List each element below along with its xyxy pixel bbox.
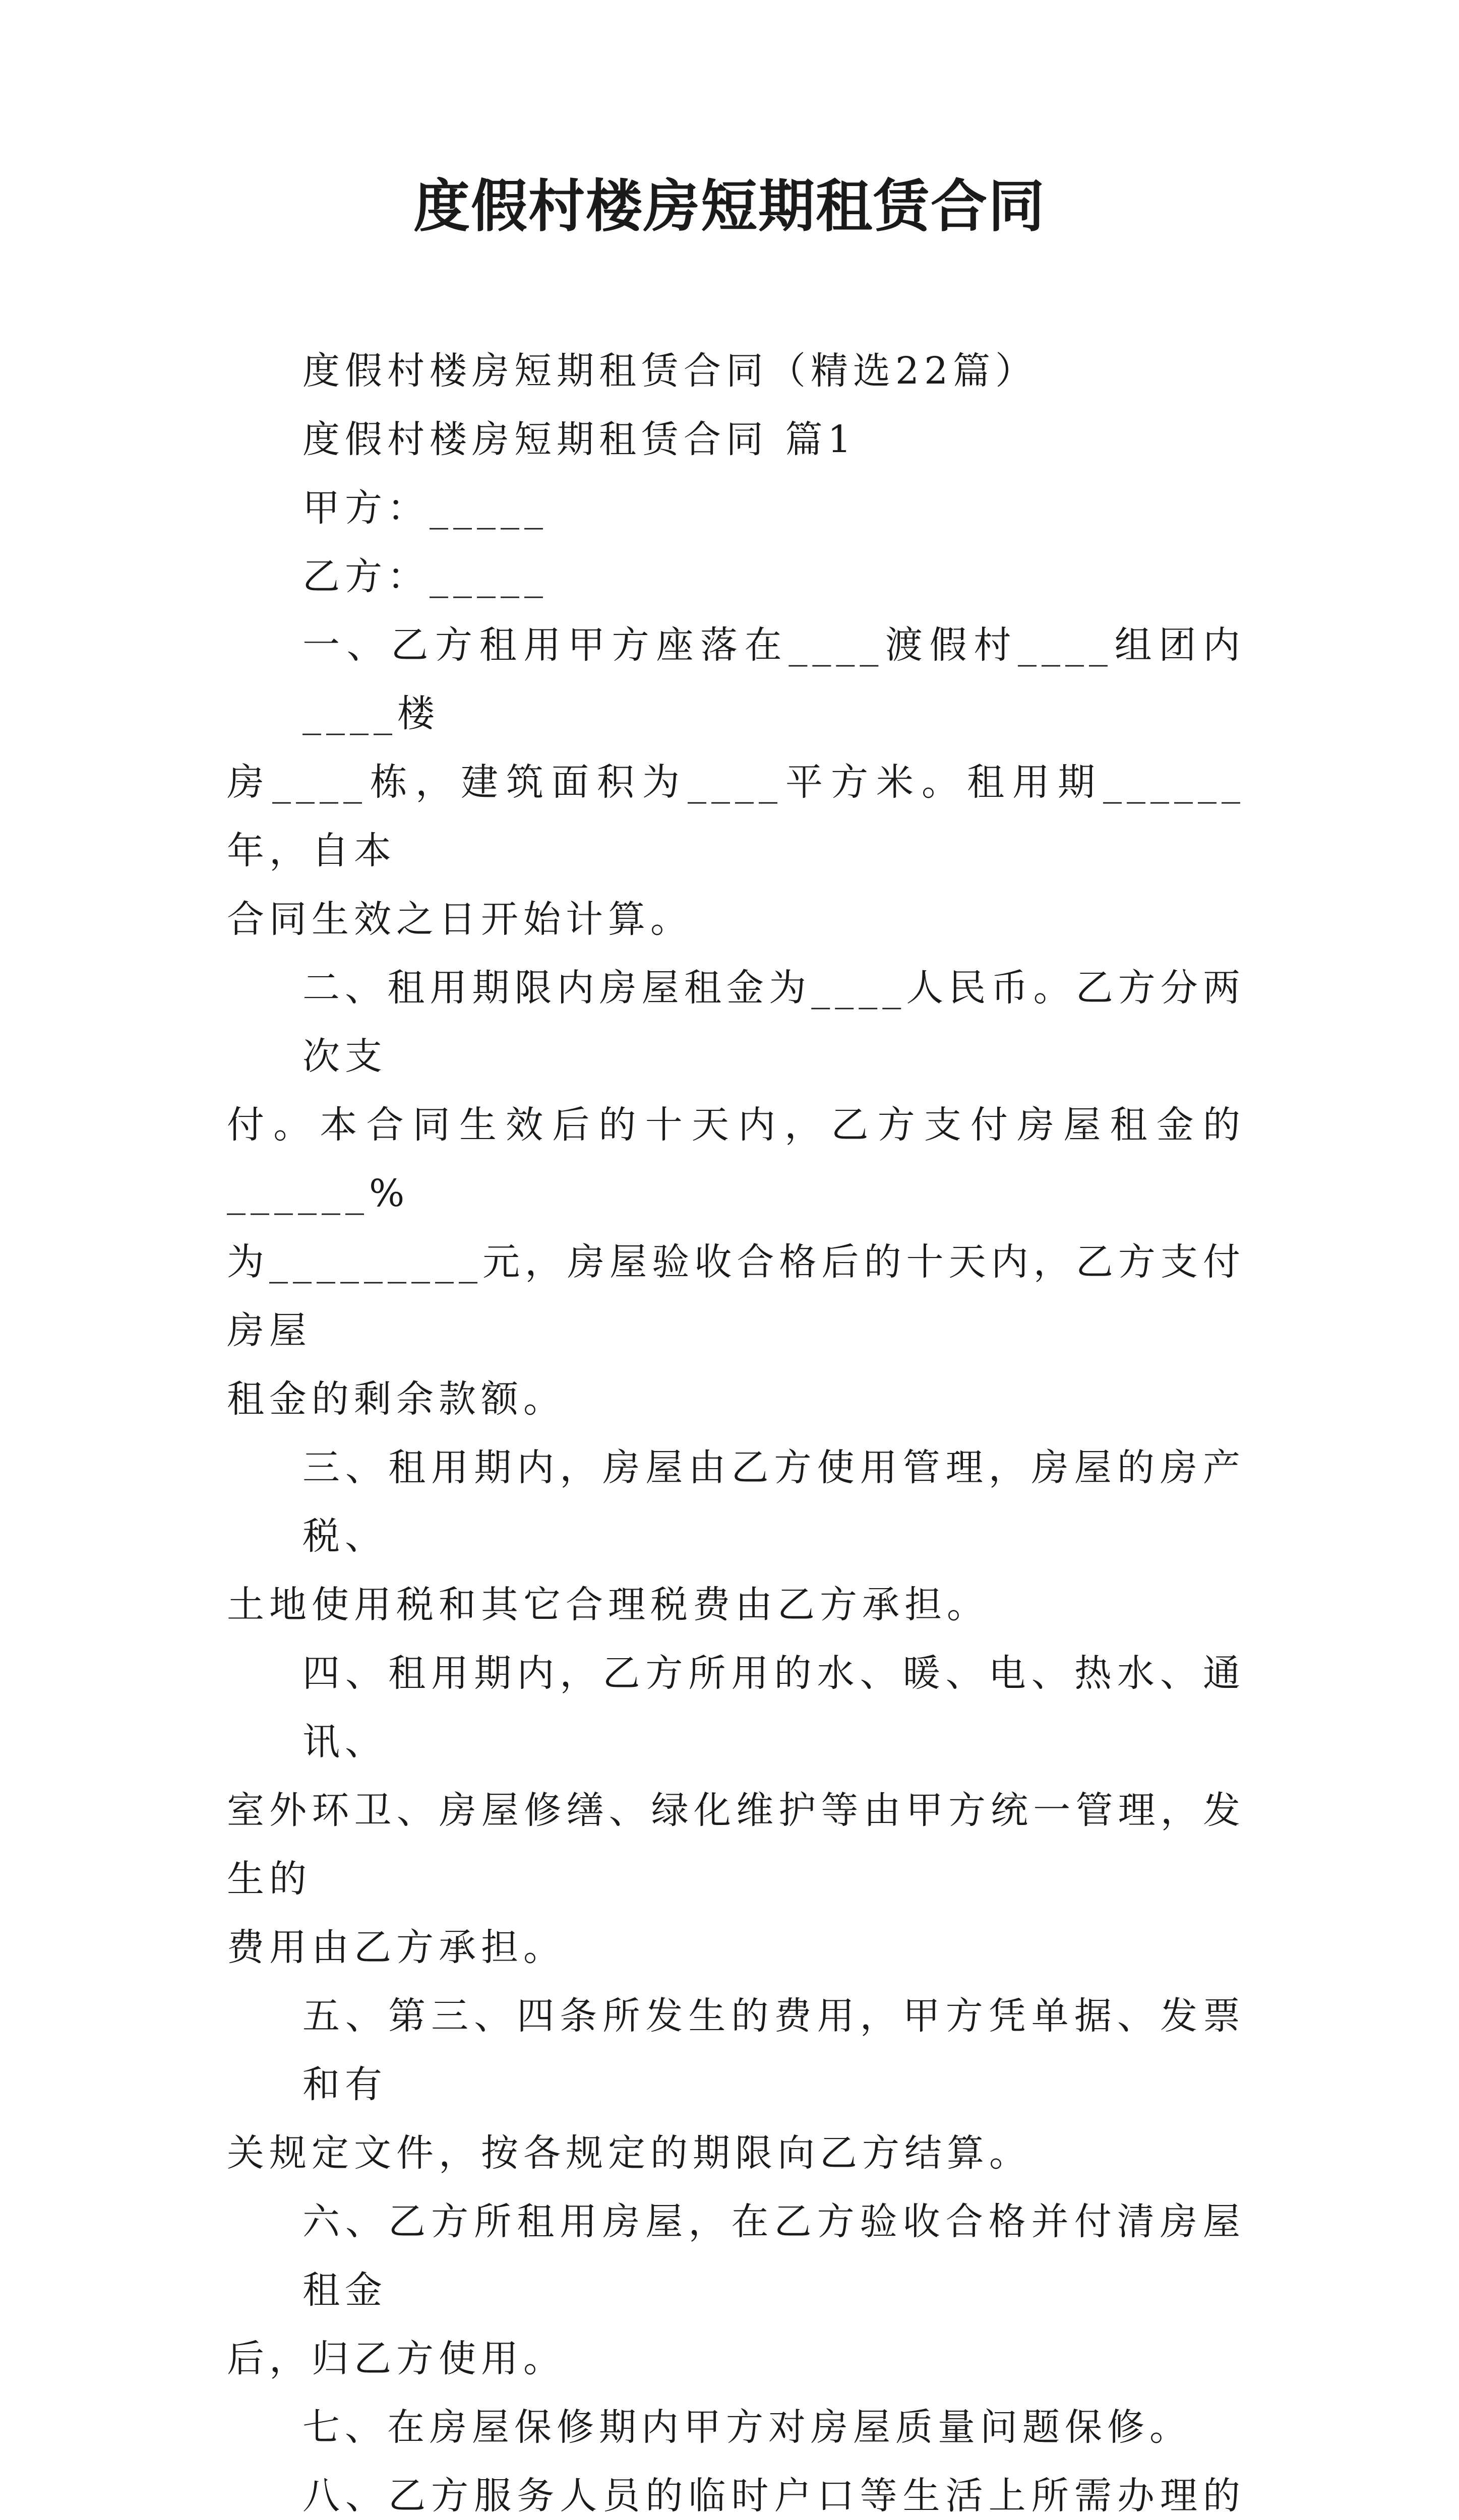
clause-paragraph	[227, 2462, 1245, 2520]
clause-line: 七、在房屋保修期内甲方对房屋质量问题保修。	[302, 2406, 1192, 2449]
clause-line: 一、乙方租用甲方座落在____渡假村____组团内____楼	[302, 623, 1245, 735]
clause-paragraph	[227, 1433, 1245, 1639]
clause-paragraph	[227, 611, 1245, 954]
clause-line: 六、乙方所租用房屋，在乙方验收合格并付清房屋租金	[302, 2200, 1245, 2312]
party-a-line: 甲方：_____	[302, 486, 548, 530]
clause-paragraph	[227, 954, 1245, 1433]
clause-line: 后，归乙方使用。	[227, 2337, 566, 2380]
clause-line: 三、租用期内，房屋由乙方使用管理，房屋的房产税、	[302, 1446, 1245, 1558]
clause-line: 房____栋，建筑面积为____平方米。租用期______年，自本	[227, 761, 1245, 872]
document-body	[227, 337, 1245, 2520]
clause-line: 费用由乙方承担。	[227, 1926, 566, 1969]
document-subtitle: 度假村楼房短期租赁合同（精选22篇）	[302, 349, 1038, 393]
party-b-line: 乙方：_____	[302, 555, 548, 598]
clause-line: 二、租用期限内房屋租金为____人民币。乙方分两次支	[302, 966, 1245, 1078]
clause-line: 合同生效之日开始计算。	[227, 898, 693, 941]
clause-line: 租金的剩余款额。	[227, 1377, 566, 1421]
section-heading: 度假村楼房短期租赁合同 篇1	[302, 418, 857, 461]
clause-line: 室外环卫、房屋修缮、绿化维护等由甲方统一管理，发生的	[227, 1789, 1245, 1901]
clause-paragraph	[227, 1639, 1245, 1982]
clause-line: 八、乙方服务人员的临时户口等生活上所需办理的	[302, 2474, 1245, 2517]
clause-line: 四、租用期内，乙方所用的水、暖、电、热水、通讯、	[302, 1652, 1245, 1763]
clause-line: 为_________元，房屋验收合格后的十天内，乙方支付房屋	[227, 1240, 1245, 1352]
clause-line: 关规定文件，按各规定的期限向乙方结算。	[227, 2131, 1031, 2175]
clause-line: 五、第三、四条所发生的费用，甲方凭单据、发票和有	[302, 1994, 1245, 2106]
clause-paragraph	[227, 1982, 1245, 2187]
clause-list	[227, 611, 1245, 2520]
document-title: 度假村楼房短期租赁合同	[413, 173, 1046, 239]
clause-line: 土地使用税和其它合理税费由乙方承担。	[227, 1583, 989, 1626]
clause-paragraph	[227, 2187, 1245, 2393]
clause-paragraph	[227, 2393, 1245, 2462]
clause-line: 付。本合同生效后的十天内，乙方支付房屋租金的______%	[227, 1103, 1245, 1215]
